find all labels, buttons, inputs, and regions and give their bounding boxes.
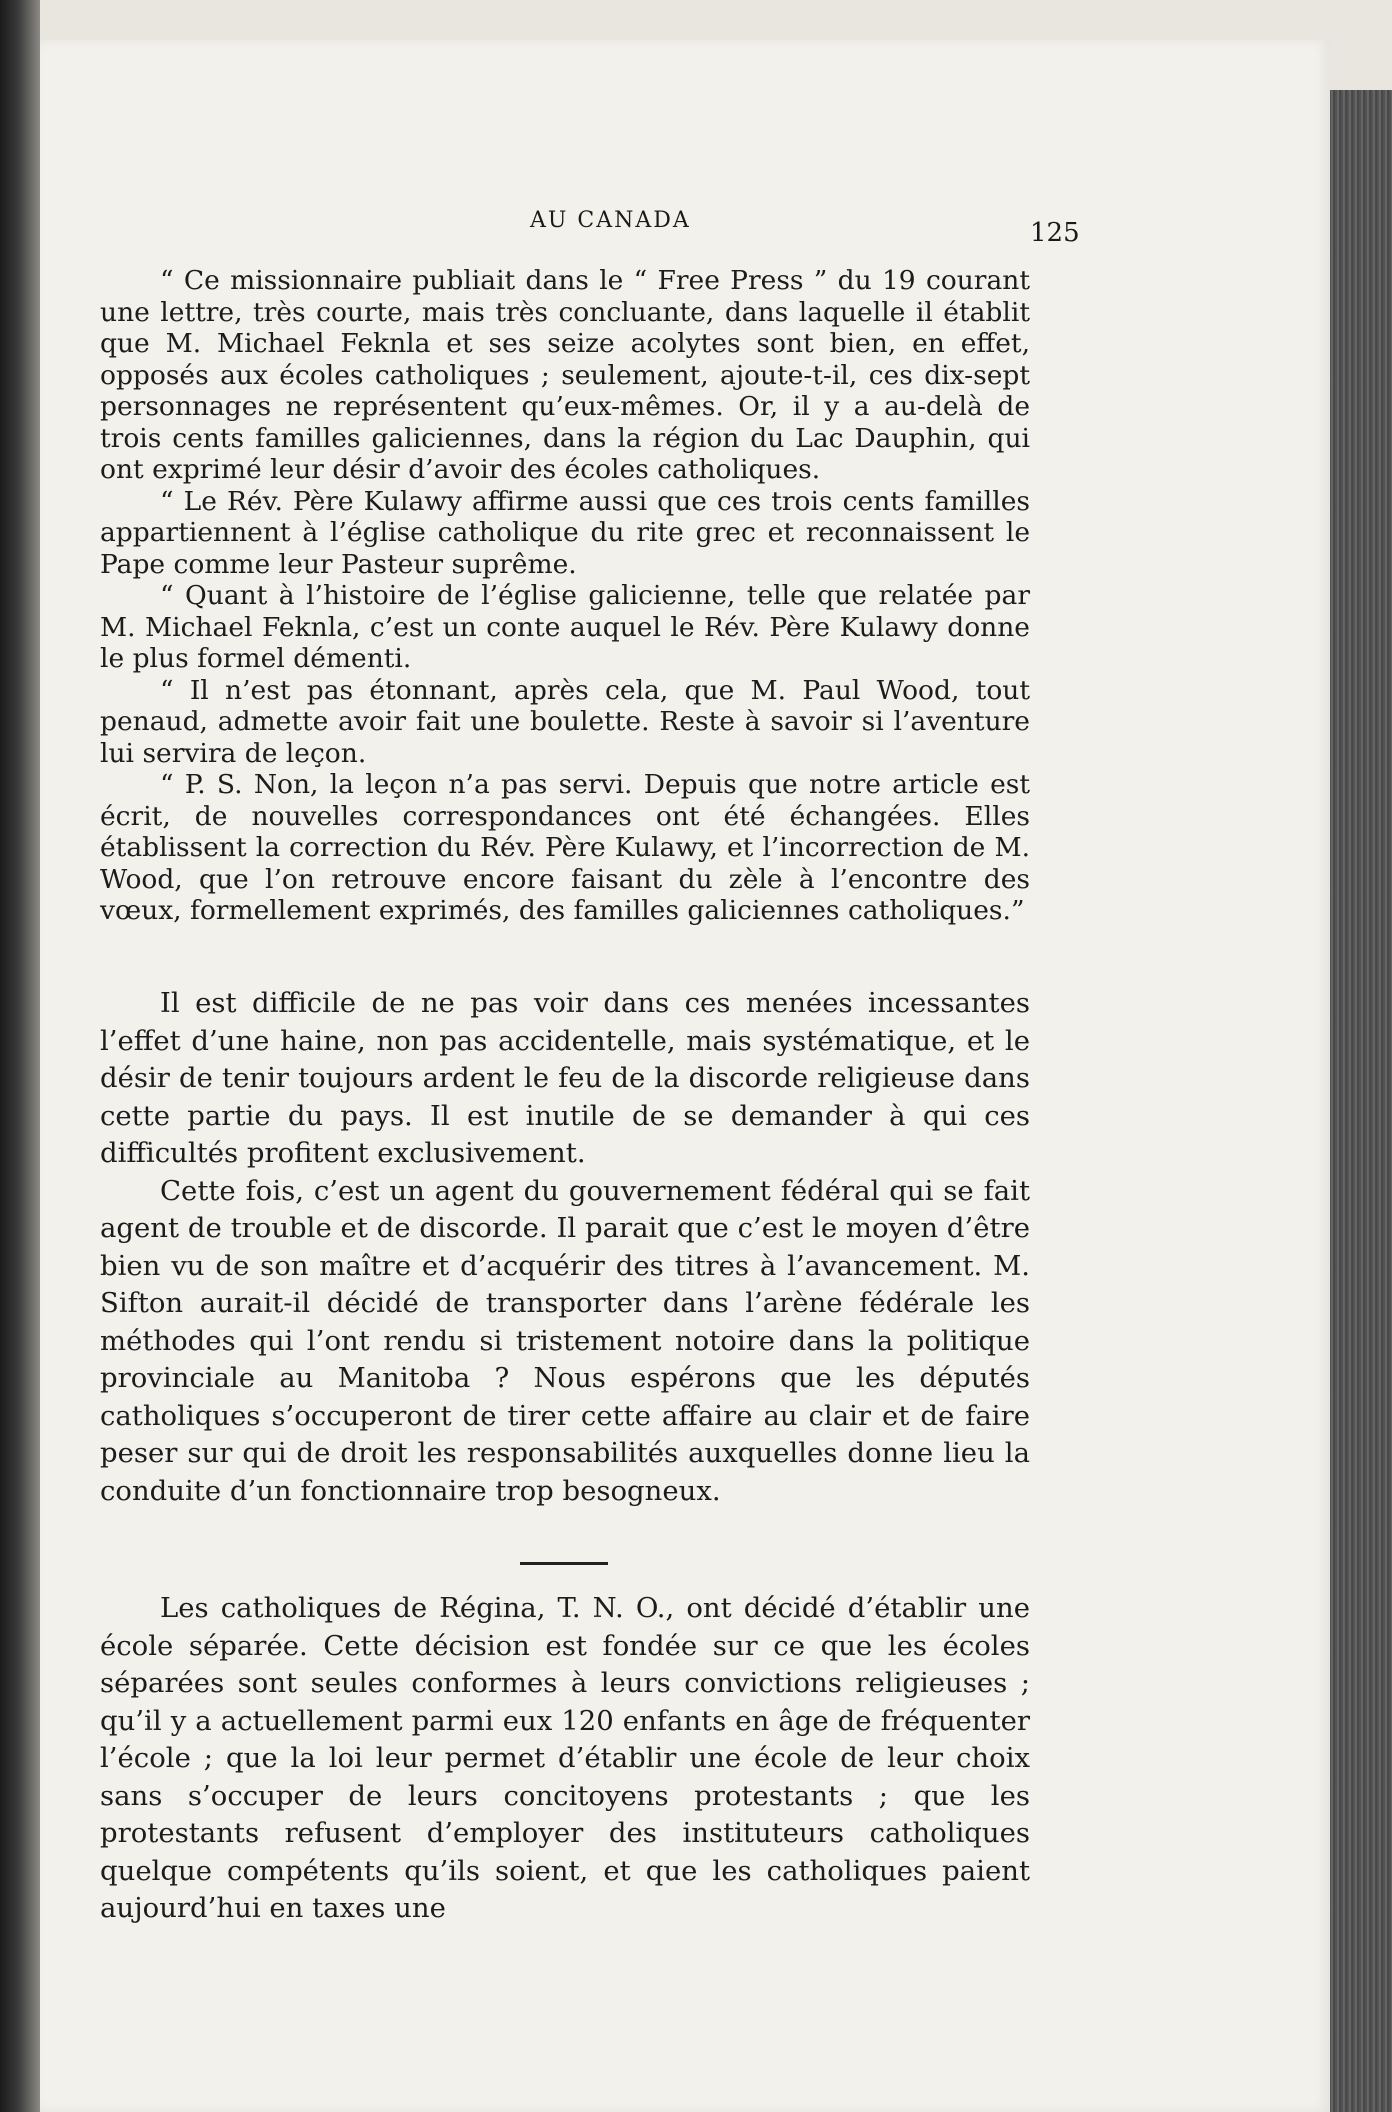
body-paragraph: Cette fois, c’est un agent du gouvernement fédéral qui se fait agent de trouble et de discorde. Il parait que c’est le moyen d’être bien vu de son maître et d’acquérir des titres à l’avancement. M. Sifton aurait-il décidé de transporter dans l’arène fédérale les méthodes qui l’ont rendu si tristement notoire dans la politique provinciale au Manitoba ? Nous espérons que les députés catholiques s’occuperont de tirer cette affaire au clair et de faire peser sur qui de droit les responsabilités auxquelles donne lieu la conduite d’un fonctionnaire trop besogneux.: [100, 1174, 1030, 1507]
quote-paragraph: “ Il n’est pas étonnant, après cela, que M. Paul Wood, tout penaud, admette avoir fait une boulette. Reste à savoir si l’aventure lui servira de leçon.: [100, 674, 1030, 769]
page-header: [0, 200, 1392, 260]
book-gutter: [0, 0, 40, 2112]
page-edges: [1330, 90, 1392, 2112]
quoted-letter: [100, 265, 1030, 927]
quote-paragraph: “ Quant à l’histoire de l’église galicienne, telle que relatée par M. Michael Feknla, c’est un conte auquel le Rév. Père Kulawy donne le plus formel démenti.: [100, 580, 1030, 674]
running-head: AU CANADA: [530, 208, 691, 233]
body-paragraph: Il est difficile de ne pas voir dans ces menées incessantes l’effet d’une haine, non pas accidentelle, mais systématique, et le désir de tenir toujours ardent le feu de la discorde religieuse dans cette partie du pays. Il est inutile de se demander à qui ces difficultés profitent exclusivement.: [100, 987, 1030, 1169]
section-separator: [520, 1562, 608, 1565]
quote-paragraph: “ Ce missionnaire publiait dans le “ Free Press ” du 19 courant une lettre, très courte, mais très concluante, dans laquelle il établit que M. Michael Feknla et ses seize acolytes sont bien, en effet, opposés aux écoles catholiques ; seulement, ajoute-t-il, ces dix-sept personnages ne représentent qu’eux-mêmes. Or, il y a au-delà de trois cents familles galiciennes, dans la région du Lac Dauphin, qui ont exprimé leur désir d’avoir des écoles catholiques.: [100, 265, 1030, 485]
commentary: [100, 985, 1030, 1510]
quote-paragraph: “ P. S. Non, la leçon n’a pas servi. Depuis que notre article est écrit, de nouvelles correspondances ont été échangées. Elles établissent la correction du Rév. Père Kulawy, et l’incorrection de M. Wood, que l’on retrouve encore faisant du zèle à l’encontre des vœux, formellement exprimés, des familles galiciennes catholiques.”: [100, 769, 1030, 926]
regina-section: [100, 1590, 1030, 1928]
body-paragraph: Les catholiques de Régina, T. N. O., ont décidé d’établir une école séparée. Cette décision est fondée sur ce que les écoles séparées sont seules conformes à leurs convictions religieuses ; qu’il y a actuellement parmi eux 120 enfants en âge de fréquenter l’école ; que la loi leur permet d’établir une école de leur choix sans s’occuper de leurs concitoyens protestants ; que les protestants refusent d’employer des instituteurs catholiques quelque compétents qu’ils soient, et que les catholiques paient aujourd’hui en taxes une: [100, 1592, 1030, 1924]
quote-paragraph: “ Le Rév. Père Kulawy affirme aussi que ces trois cents familles appartiennent à l’église catholique du rite grec et reconnaissent le Pape comme leur Pasteur suprême.: [100, 485, 1030, 580]
page-number: 125: [1030, 218, 1080, 248]
